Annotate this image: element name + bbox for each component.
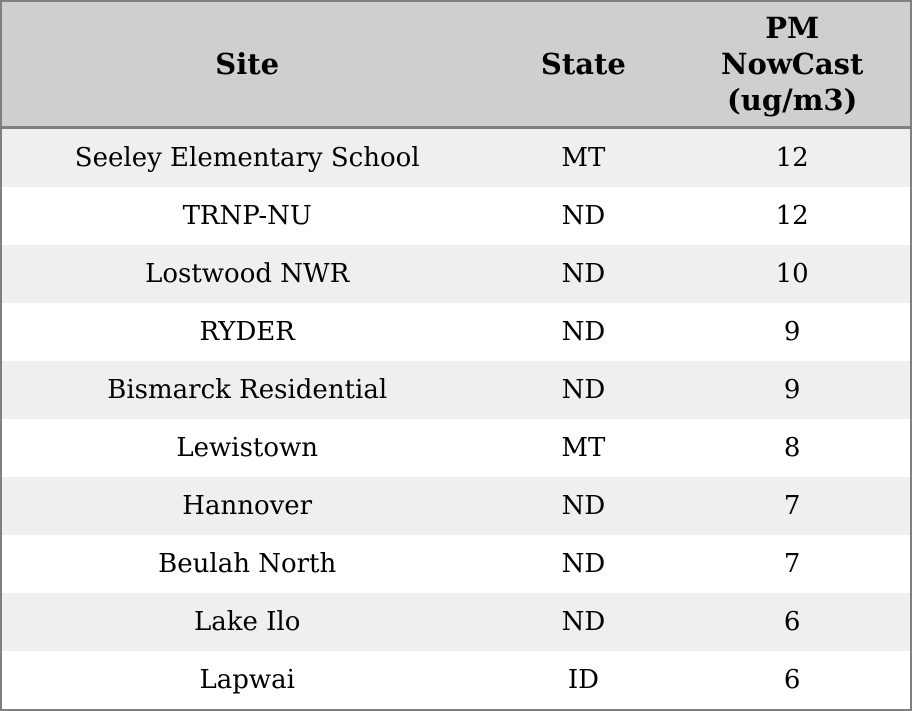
pm-cell: 6 — [783, 606, 801, 637]
site-cell: Lapwai — [199, 664, 295, 695]
table-body — [1, 128, 911, 711]
column-header-site — [1, 1, 492, 128]
pm-cell: 10 — [775, 258, 809, 289]
site-cell: Lake Ilo — [193, 606, 301, 637]
pm-cell: 9 — [783, 374, 801, 405]
state-cell: ID — [567, 664, 599, 695]
header-row — [1, 1, 911, 128]
state-cell: ND — [561, 548, 606, 579]
pm-cell: 7 — [783, 490, 801, 521]
table-row — [1, 651, 911, 710]
table-row — [1, 187, 911, 245]
column-header-pm-nowcast — [674, 1, 911, 128]
table-row — [1, 128, 911, 188]
column-header-state-label: State — [540, 46, 626, 81]
table-row — [1, 419, 911, 477]
table-row — [1, 245, 911, 303]
state-cell: ND — [561, 316, 606, 347]
site-cell: Hannover — [182, 490, 313, 521]
site-cell: Beulah North — [158, 548, 337, 579]
table-row — [1, 361, 911, 419]
state-cell: ND — [561, 374, 606, 405]
column-header-site-label: Site — [215, 46, 280, 81]
state-cell: MT — [561, 432, 606, 463]
pm-cell: 8 — [783, 432, 801, 463]
pm-cell: 12 — [775, 201, 809, 231]
pm-cell: 6 — [783, 664, 801, 695]
site-cell: RYDER — [199, 316, 295, 347]
site-cell: Bismarck Residential — [107, 374, 388, 405]
site-cell: Lewistown — [176, 432, 319, 463]
pm-cell: 7 — [783, 548, 801, 579]
state-cell: MT — [561, 143, 606, 173]
table-row — [1, 593, 911, 651]
table-header — [1, 1, 911, 128]
column-header-state — [492, 1, 674, 128]
table-row — [1, 477, 911, 535]
state-cell: ND — [561, 258, 606, 289]
state-cell: ND — [561, 201, 606, 231]
state-cell: ND — [561, 606, 606, 637]
pm-cell: 9 — [783, 316, 801, 347]
site-cell: Seeley Elementary School — [74, 143, 420, 173]
table-row — [1, 535, 911, 593]
table-row — [1, 303, 911, 361]
column-header-pm-nowcast-label: PM NowCast (ug/m3) — [720, 10, 864, 118]
site-cell: Lostwood NWR — [145, 258, 350, 289]
site-cell: TRNP-NU — [182, 201, 312, 231]
state-cell: ND — [561, 490, 606, 521]
pm-cell: 12 — [775, 143, 809, 173]
